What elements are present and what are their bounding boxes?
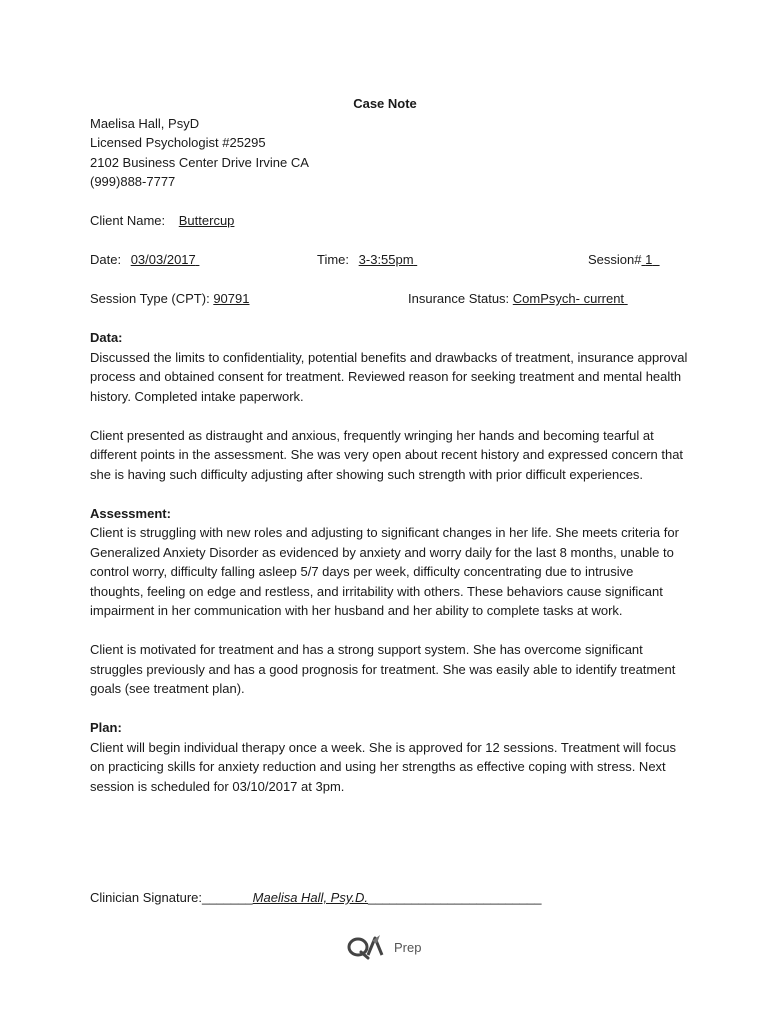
signature-lead-blank: _______ <box>202 890 253 905</box>
data-paragraph-2: Client presented as distraught and anxious, frequently wringing her hands and becoming tearful at different points in the assessment. She was very open about recent history and expressed concern that she is having such difficulty adjusting after showing such strength with prior difficult experiences. <box>90 427 684 482</box>
document-title: Case Note <box>353 96 417 111</box>
logo-wordmark: Prep <box>394 940 422 955</box>
session-value: 1 <box>645 252 653 267</box>
date-value: 03/03/2017 <box>130 252 196 267</box>
provider-name: Maelisa Hall, PsyD <box>90 115 200 131</box>
date-time-session-row <box>90 250 690 270</box>
data-heading: Data: <box>90 330 123 345</box>
signature-trail-blank: ________________________ <box>367 890 542 905</box>
assessment-paragraph-1: Client is struggling with new roles and adjusting to significant changes in her life. She meets criteria for Generalized Anxiety Disorder as evidenced by anxiety and worry daily for the last 8 months, unable to control worry, difficulty falling asleep 5/7 days per week, difficulty concentrating due to intrusive thoughts, feeling on edge and restless, and irritability with others. These behaviors cause significant impairment in her communication with her husband and her ability to complete tasks at work. <box>90 525 679 618</box>
provider-license: Licensed Psychologist #25295 <box>90 135 266 150</box>
client-name-value: Buttercup <box>178 213 235 228</box>
provider-phone: (999)888-7777 <box>90 174 176 189</box>
provider-address: 2102 Business Center Drive Irvine CA <box>90 154 309 170</box>
data-paragraph-1: Discussed the limits to confidentiality, potential benefits and drawbacks of treatment, insurance approval process and obtained consent for treatment. Reviewed reason for seeking treatment and mental health history. Completed intake paperwork. <box>90 349 688 404</box>
signature-name: Maelisa Hall, Psy.D. <box>252 890 368 905</box>
clinician-signature-row <box>90 888 542 908</box>
session-type-label: Session Type (CPT): <box>90 291 210 306</box>
session-type-insurance-row <box>90 289 690 309</box>
qa-prep-logo-icon <box>344 933 428 961</box>
signature-label: Clinician Signature: <box>90 890 203 905</box>
session-type-value: 90791 <box>213 291 250 306</box>
plan-heading: Plan: <box>90 720 122 735</box>
client-name-row <box>90 211 690 231</box>
date-label: Date: <box>90 252 122 267</box>
plan-paragraph-1: Client will begin individual therapy once a week. She is approved for 12 sessions. Treatment will focus on practicing skills for anxiety reduction and using her strengths as effective coping with stress. Next session is scheduled for 03/10/2017 at 3pm. <box>90 739 677 794</box>
time-label: Time: <box>317 252 350 267</box>
assessment-heading: Assessment: <box>90 505 171 521</box>
insurance-value: ComPsych- current <box>512 291 625 306</box>
session-label: Session# <box>588 252 642 267</box>
time-value: 3-3:55pm <box>358 252 414 267</box>
case-note-page <box>90 94 690 796</box>
assessment-paragraph-2: Client is motivated for treatment and has a strong support system. She has overcome significant struggles previously and has a good prognosis for treatment. She was easily able to identify treatment goals (see treatment plan). <box>90 642 676 696</box>
insurance-label: Insurance Status: <box>408 291 510 306</box>
client-name-label: Client Name: <box>90 213 166 228</box>
